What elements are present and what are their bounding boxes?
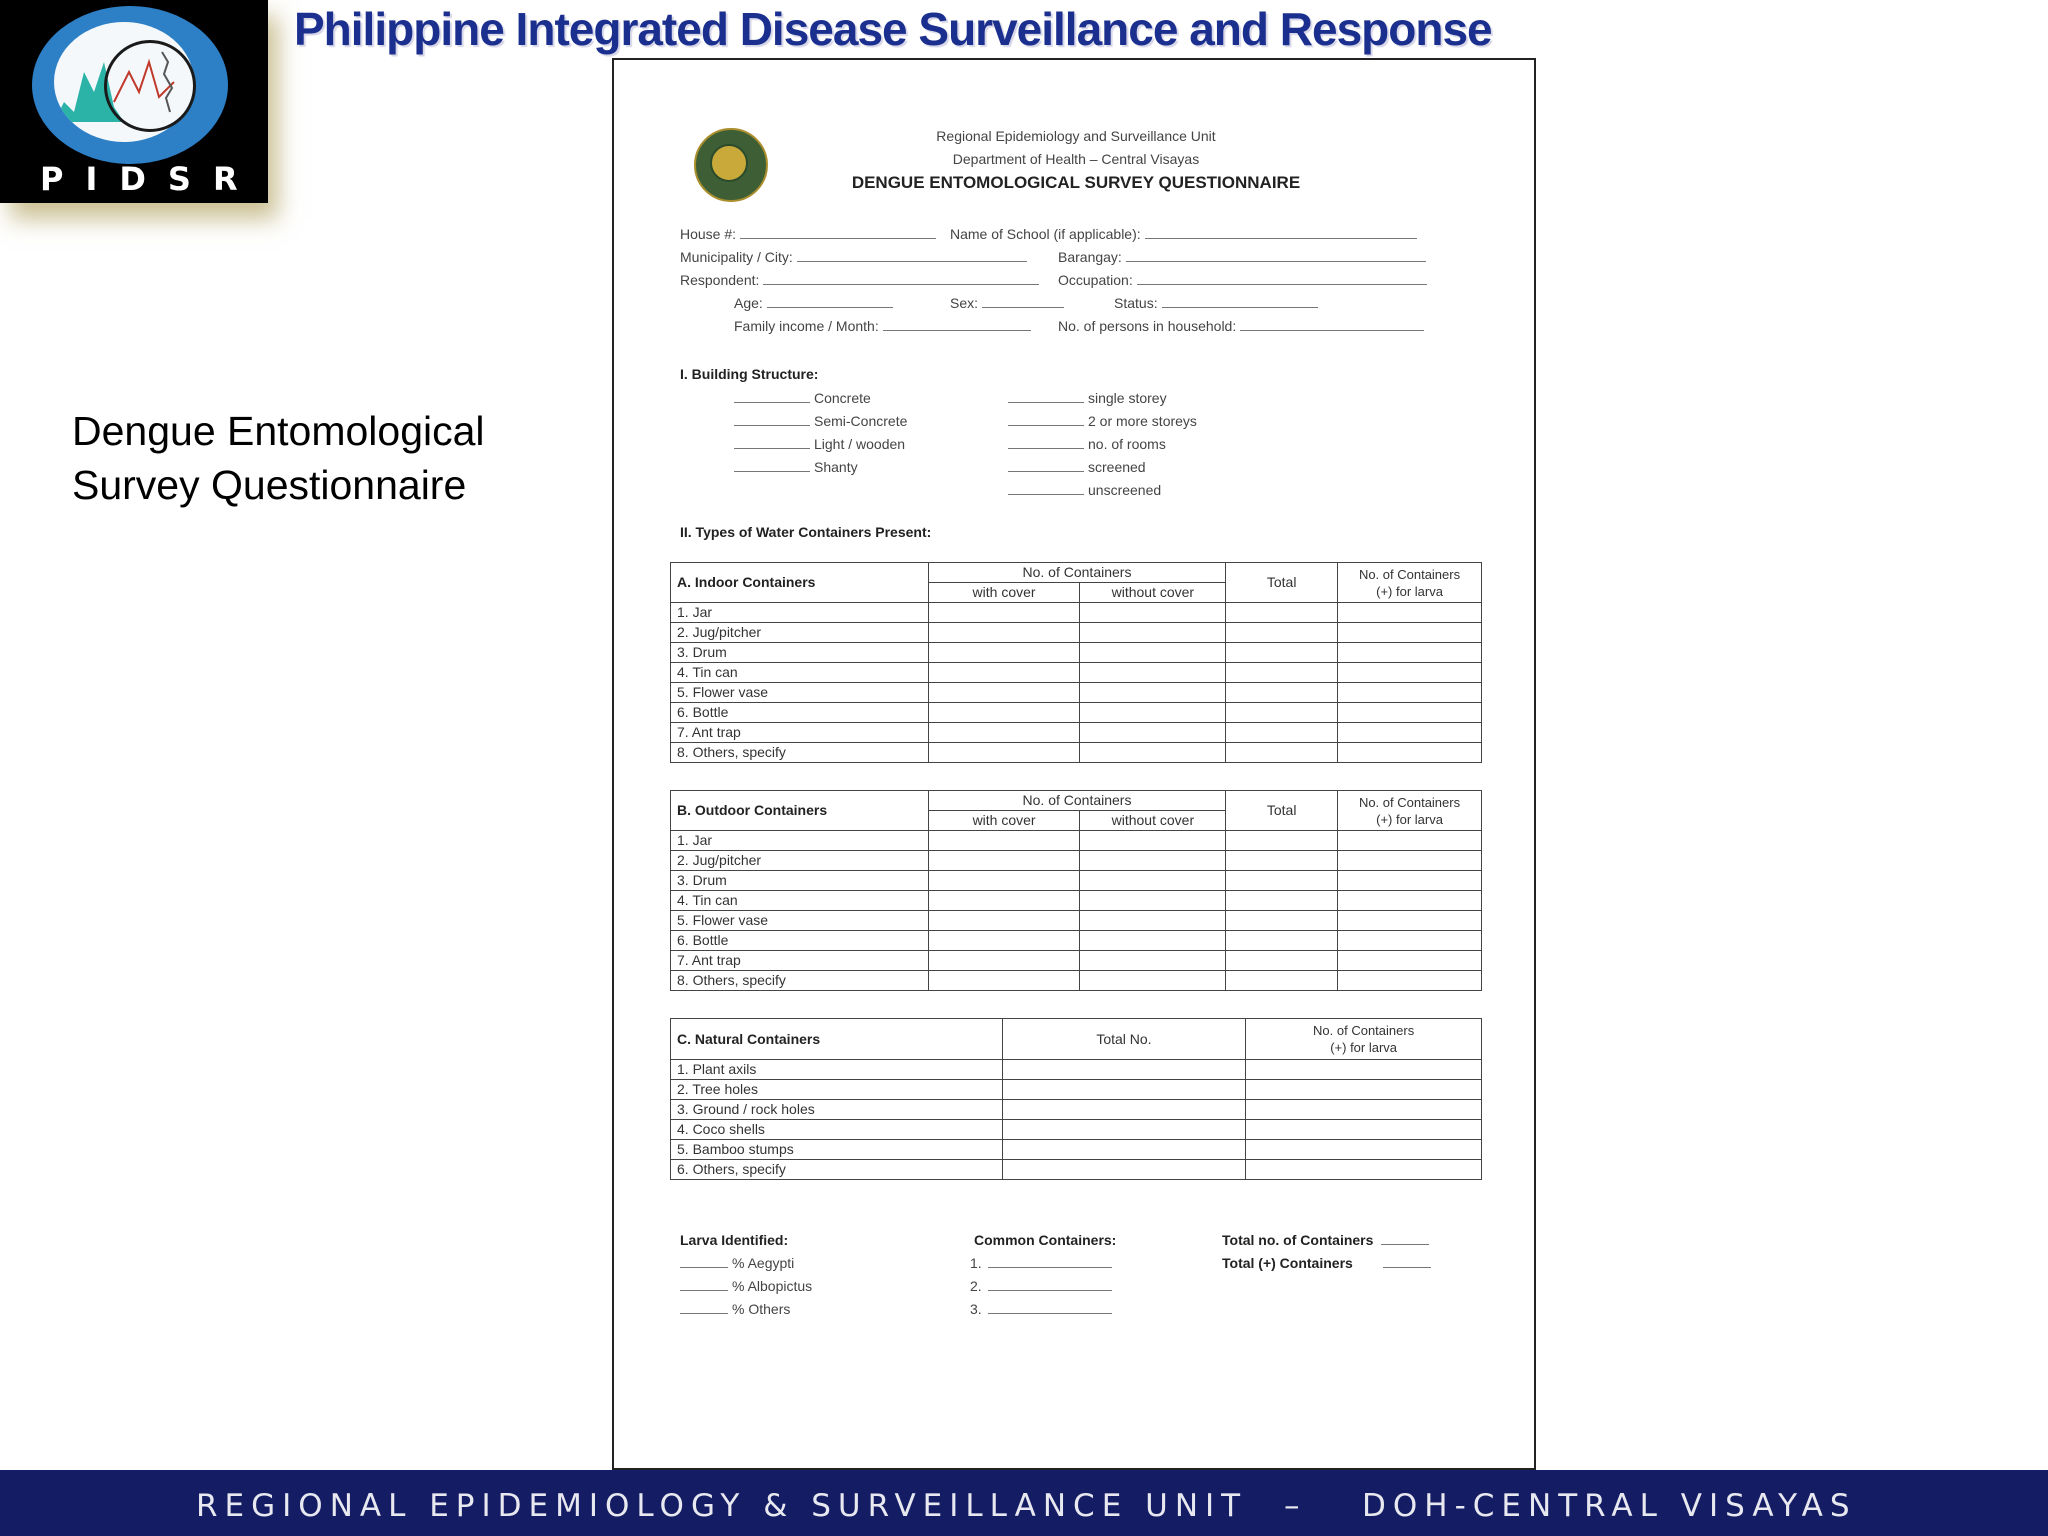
cell[interactable]: [928, 663, 1080, 683]
questionnaire-document: [612, 58, 1536, 1470]
slide-caption: [72, 404, 485, 512]
page-title: Philippine Integrated Disease Surveillance and Response: [294, 3, 1492, 55]
table-row: 3. Drum: [671, 643, 1482, 663]
cell[interactable]: [1080, 743, 1226, 763]
outdoor-title: B. Outdoor Containers: [671, 791, 929, 831]
cell[interactable]: [1338, 911, 1482, 931]
cell[interactable]: [1080, 891, 1226, 911]
cell[interactable]: [1338, 971, 1482, 991]
cell[interactable]: [928, 643, 1080, 663]
table-row: 5. Bamboo stumps: [671, 1140, 1482, 1160]
common-container-3: 3.: [970, 1301, 1112, 1317]
cell[interactable]: [1080, 623, 1226, 643]
larva-albopictus: % Albopictus: [680, 1278, 812, 1294]
cell[interactable]: [1080, 911, 1226, 931]
building-opt-2-storeys: 2 or more storeys: [1008, 413, 1197, 429]
cell[interactable]: [1226, 623, 1338, 643]
cell[interactable]: [1226, 603, 1338, 623]
indoor-larva-header: No. of Containers (+) for larva: [1338, 563, 1482, 603]
footer-office-name: DOH-CENTRAL VISAYAS: [1362, 1488, 1857, 1524]
field-status: Status:: [1114, 295, 1318, 311]
table-row: 3. Drum: [671, 871, 1482, 891]
cell[interactable]: [1002, 1080, 1246, 1100]
logo-text: PIDSR: [40, 160, 260, 198]
building-title: I. Building Structure:: [680, 366, 819, 382]
field-respondent: Respondent:: [680, 272, 1039, 288]
natural-total-header: Total No.: [1002, 1019, 1246, 1060]
common-containers-title: Common Containers:: [974, 1232, 1117, 1248]
cell[interactable]: [1226, 871, 1338, 891]
cell[interactable]: [928, 871, 1080, 891]
cell[interactable]: [1338, 623, 1482, 643]
cell[interactable]: [1226, 663, 1338, 683]
cell[interactable]: [1080, 871, 1226, 891]
table-row: 2. Jug/pitcher: [671, 623, 1482, 643]
larva-identified-title: Larva Identified:: [680, 1232, 789, 1248]
field-sex: Sex:: [950, 295, 1064, 311]
outdoor-without-cover: without cover: [1080, 811, 1226, 831]
outdoor-total-header: Total: [1226, 791, 1338, 831]
cell[interactable]: [1226, 891, 1338, 911]
table-row: 2. Jug/pitcher: [671, 851, 1482, 871]
cell[interactable]: [928, 851, 1080, 871]
indoor-no-containers: No. of Containers: [928, 563, 1226, 583]
table-row: 4. Coco shells: [671, 1120, 1482, 1140]
cell[interactable]: [1246, 1120, 1482, 1140]
cell[interactable]: [1226, 831, 1338, 851]
cell[interactable]: [1338, 931, 1482, 951]
outdoor-no-containers: No. of Containers: [928, 791, 1226, 811]
cell[interactable]: [1246, 1140, 1482, 1160]
cell[interactable]: [1080, 831, 1226, 851]
indoor-total-header: Total: [1226, 563, 1338, 603]
footer-unit-name: REGIONAL EPIDEMIOLOGY & SURVEILLANCE UNIT: [196, 1488, 1248, 1524]
indoor-with-cover: with cover: [928, 583, 1080, 603]
logo-ring: [104, 40, 196, 132]
cell[interactable]: [1226, 851, 1338, 871]
cell[interactable]: [1226, 723, 1338, 743]
table-row: 7. Ant trap: [671, 723, 1482, 743]
cell[interactable]: [1338, 663, 1482, 683]
cell[interactable]: [1080, 851, 1226, 871]
total-positive-containers: Total (+) Containers: [1222, 1255, 1431, 1271]
cell[interactable]: [1080, 723, 1226, 743]
table-row: 4. Tin can: [671, 891, 1482, 911]
field-municipality: Municipality / City:: [680, 249, 1027, 265]
cell[interactable]: [1002, 1140, 1246, 1160]
cell[interactable]: [928, 603, 1080, 623]
cell[interactable]: [1338, 603, 1482, 623]
cell[interactable]: [1246, 1160, 1482, 1180]
cell[interactable]: [1338, 891, 1482, 911]
cell[interactable]: [1226, 683, 1338, 703]
doc-header-line2: Department of Health – Central Visayas: [952, 151, 1200, 167]
cell[interactable]: [1080, 643, 1226, 663]
common-container-1: 1.: [970, 1255, 1112, 1271]
cell[interactable]: [1338, 683, 1482, 703]
natural-title: C. Natural Containers: [671, 1019, 1003, 1060]
larva-aegypti: % Aegypti: [680, 1255, 794, 1271]
cell[interactable]: [1338, 743, 1482, 763]
building-opt-rooms: no. of rooms: [1008, 436, 1166, 452]
table-row: 2. Tree holes: [671, 1080, 1482, 1100]
doc-header-line1: Regional Epidemiology and Surveillance Unit: [936, 128, 1216, 144]
cell[interactable]: [1246, 1100, 1482, 1120]
outdoor-containers-table: [670, 790, 1482, 991]
field-occupation: Occupation:: [1058, 272, 1427, 288]
cell[interactable]: [1226, 971, 1338, 991]
cell[interactable]: [928, 623, 1080, 643]
cell[interactable]: [1338, 851, 1482, 871]
cell[interactable]: [1080, 663, 1226, 683]
cell[interactable]: [928, 971, 1080, 991]
table-row: 8. Others, specify: [671, 743, 1482, 763]
cell[interactable]: [1338, 951, 1482, 971]
cell[interactable]: [928, 703, 1080, 723]
field-persons: No. of persons in household:: [1058, 318, 1424, 334]
outdoor-larva-header: No. of Containers (+) for larva: [1338, 791, 1482, 831]
cell[interactable]: [1338, 703, 1482, 723]
building-opt-screened: screened: [1008, 459, 1146, 475]
water-containers-title: II. Types of Water Containers Present:: [680, 524, 932, 540]
field-age: Age:: [734, 295, 893, 311]
cell[interactable]: [1080, 931, 1226, 951]
cell[interactable]: [1226, 643, 1338, 663]
cell[interactable]: [928, 891, 1080, 911]
table-row: 6. Others, specify: [671, 1160, 1482, 1180]
total-containers: Total no. of Containers: [1222, 1232, 1429, 1248]
building-opt-shanty: Shanty: [734, 459, 858, 475]
cell[interactable]: [1226, 703, 1338, 723]
cell[interactable]: [1246, 1080, 1482, 1100]
table-row: 6. Bottle: [671, 931, 1482, 951]
table-row: 1. Jar: [671, 831, 1482, 851]
cell[interactable]: [1002, 1100, 1246, 1120]
natural-containers-table: [670, 1018, 1482, 1180]
cell[interactable]: [1226, 951, 1338, 971]
cell[interactable]: [1080, 703, 1226, 723]
building-opt-unscreened: unscreened: [1008, 482, 1161, 498]
table-row: 7. Ant trap: [671, 951, 1482, 971]
cell[interactable]: [1002, 1120, 1246, 1140]
building-opt-light-wooden: Light / wooden: [734, 436, 905, 452]
cell[interactable]: [928, 831, 1080, 851]
building-opt-concrete: Concrete: [734, 390, 871, 406]
cell[interactable]: [928, 951, 1080, 971]
cell[interactable]: [1246, 1060, 1482, 1080]
table-row: 3. Ground / rock holes: [671, 1100, 1482, 1120]
cell[interactable]: [928, 911, 1080, 931]
table-row: 5. Flower vase: [671, 911, 1482, 931]
cell[interactable]: [1338, 643, 1482, 663]
cell[interactable]: [1080, 683, 1226, 703]
cell[interactable]: [1080, 951, 1226, 971]
building-opt-single-storey: single storey: [1008, 390, 1167, 406]
field-school: Name of School (if applicable):: [950, 226, 1417, 242]
field-income: Family income / Month:: [734, 318, 1031, 334]
outdoor-with-cover: with cover: [928, 811, 1080, 831]
doc-title: DENGUE ENTOMOLOGICAL SURVEY QUESTIONNAIRE: [851, 173, 1301, 192]
building-opt-semi-concrete: Semi-Concrete: [734, 413, 907, 429]
cell[interactable]: [1002, 1060, 1246, 1080]
cell[interactable]: [1338, 723, 1482, 743]
field-barangay: Barangay:: [1058, 249, 1426, 265]
cell[interactable]: [1226, 743, 1338, 763]
table-row: 8. Others, specify: [671, 971, 1482, 991]
cell[interactable]: [1080, 971, 1226, 991]
slide-caption-line1: Dengue Entomological: [72, 408, 485, 454]
cell[interactable]: [1226, 911, 1338, 931]
footer-separator: –: [1284, 1488, 1300, 1524]
cell[interactable]: [928, 723, 1080, 743]
table-row: 1. Jar: [671, 603, 1482, 623]
field-house: House #:: [680, 226, 936, 242]
pidsr-logo: [0, 0, 268, 203]
cell[interactable]: [1338, 831, 1482, 851]
natural-larva-header: No. of Containers (+) for larva: [1246, 1019, 1482, 1060]
cell[interactable]: [1080, 603, 1226, 623]
cell[interactable]: [928, 931, 1080, 951]
indoor-without-cover: without cover: [1080, 583, 1226, 603]
common-container-2: 2.: [970, 1278, 1112, 1294]
cell[interactable]: [1338, 871, 1482, 891]
indoor-containers-table: [670, 562, 1482, 763]
table-row: 6. Bottle: [671, 703, 1482, 723]
cell[interactable]: [1226, 931, 1338, 951]
table-row: 5. Flower vase: [671, 683, 1482, 703]
table-row: 1. Plant axils: [671, 1060, 1482, 1080]
cell[interactable]: [928, 683, 1080, 703]
table-row: 4. Tin can: [671, 663, 1482, 683]
cell[interactable]: [1002, 1160, 1246, 1180]
slide-caption-line2: Survey Questionnaire: [72, 462, 467, 508]
larva-others: % Others: [680, 1301, 790, 1317]
indoor-title: A. Indoor Containers: [671, 563, 929, 603]
cell[interactable]: [928, 743, 1080, 763]
